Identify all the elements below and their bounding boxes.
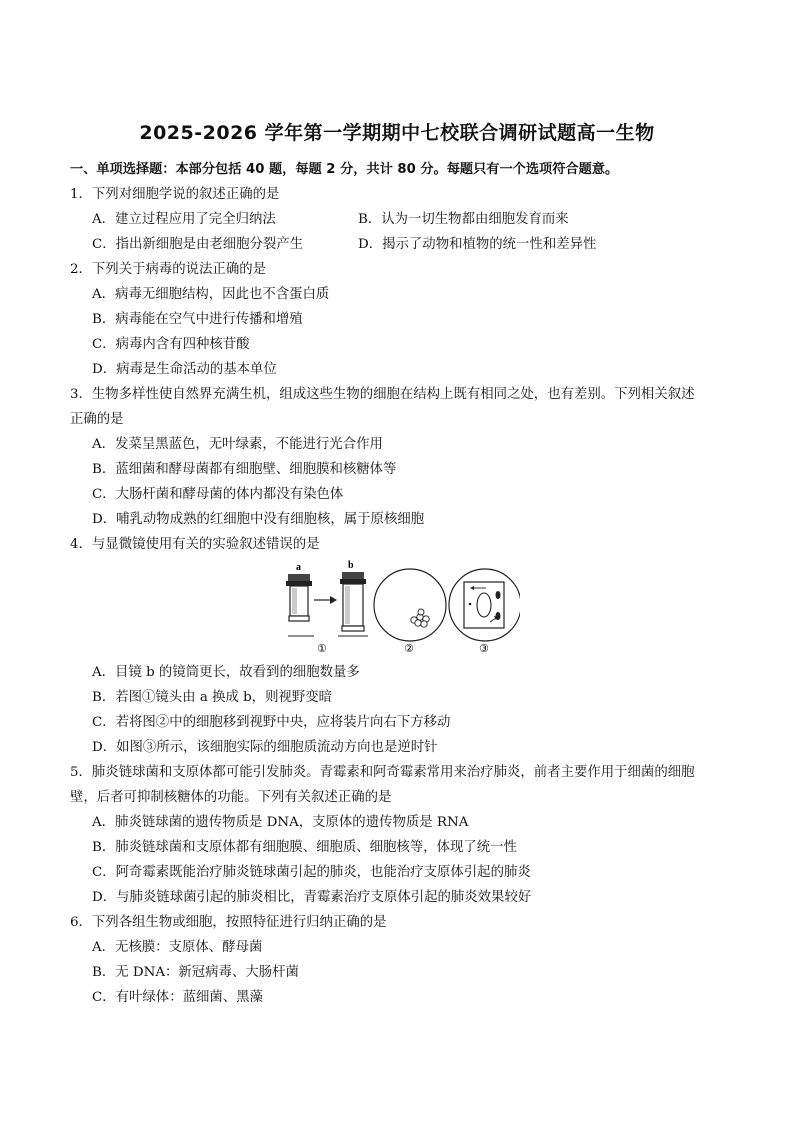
section-heading: 一、单项选择题：本部分包括 40 题，每题 2 分，共计 80 分。每题只有一个选项符合题意。 [70,162,619,177]
question-3-option-c: C．大肠杆菌和酵母菌的体内都没有染色体 [92,487,344,502]
question-6-option-b: B．无 DNA：新冠病毒、大肠杆菌 [92,965,299,980]
question-3-option-b: B．蓝细菌和酵母菌都有细胞壁、细胞膜和核糖体等 [92,462,397,477]
question-4-option-a: A．目镜 b 的镜筒更长，故看到的细胞数量多 [92,665,360,680]
microscope-figure [280,560,520,656]
question-1-option-a: A．建立过程应用了完全归纳法 [92,212,276,227]
question-3-option-a: A．发菜呈黑蓝色，无叶绿素，不能进行光合作用 [92,437,383,452]
question-1-stem: 1．下列对细胞学说的叙述正确的是 [70,187,280,202]
eyepiece-b [340,572,366,631]
question-5-stem-line-1: 5．肺炎链球菌和支原体都可能引发肺炎。青霉素和阿奇霉素常用来治疗肺炎，前者主要作用于细菌的细胞 [70,765,695,780]
field-of-view-2 [374,569,446,641]
question-3-stem-line-2: 正确的是 [70,412,124,427]
question-2-option-d: D．病毒是生命活动的基本单位 [92,362,277,377]
caption-2: ② [404,642,414,655]
question-5-option-d: D．与肺炎链球菌引起的肺炎相比，青霉素治疗支原体引起的肺炎效果较好 [92,890,532,905]
caption-1: ① [317,642,327,655]
caption-3: ③ [479,642,489,655]
eyepiece-a [286,574,312,621]
question-3-option-d: D．哺乳动物成熟的红细胞中没有细胞核，属于原核细胞 [92,512,425,527]
question-2-option-a: A．病毒无细胞结构，因此也不含蛋白质 [92,287,330,302]
question-6-stem: 6．下列各组生物或细胞，按照特征进行归纳正确的是 [70,915,387,930]
question-1-option-d: D．揭示了动物和植物的统一性和差异性 [358,237,597,252]
label-a: a [296,562,301,573]
question-1-option-c: C．指出新细胞是由老细胞分裂产生 [92,237,304,252]
label-b: b [348,560,354,571]
question-1-option-b: B．认为一切生物都由细胞发育而来 [358,212,569,227]
question-5-stem-line-2: 壁，后者可抑制核糖体的功能。下列有关叙述正确的是 [70,790,392,805]
question-3-stem-line-1: 3．生物多样性使自然界充满生机，组成这些生物的细胞在结构上既有相同之处，也有差别。下列相关叙述 [70,387,695,402]
vacuole [477,593,491,617]
question-6-option-c: C．有叶绿体：蓝细菌、黑藻 [92,990,263,1005]
question-2-option-c: C．病毒内含有四种核苷酸 [92,337,250,352]
question-4-option-c: C．若将图②中的细胞移到视野中央，应将装片向右下方移动 [92,715,451,730]
question-6-option-a: A．无核膜：支原体、酵母菌 [92,940,263,955]
question-2-option-b: B．病毒能在空气中进行传播和增殖 [92,312,303,327]
page-title: 2025-2026 学年第一学期期中七校联合调研试题高一生物 [139,122,655,144]
question-4-stem: 4．与显微镜使用有关的实验叙述错误的是 [70,537,320,552]
question-5-option-a: A．肺炎链球菌的遗传物质是 DNA，支原体的遗传物质是 RNA [92,815,469,830]
question-2-stem: 2．下列关于病毒的说法正确的是 [70,262,266,277]
arrow-head [330,596,337,604]
question-4-option-b: B．若图①镜头由 a 换成 b，则视野变暗 [92,690,333,705]
question-5-option-b: B．肺炎链球菌和支原体都有细胞膜、细胞质、细胞核等，体现了统一性 [92,840,517,855]
question-4-option-d: D．如图③所示，该细胞实际的细胞质流动方向也是逆时针 [92,740,438,755]
question-5-option-c: C．阿奇霉素既能治疗肺炎链球菌引起的肺炎，也能治疗支原体引起的肺炎 [92,865,531,880]
